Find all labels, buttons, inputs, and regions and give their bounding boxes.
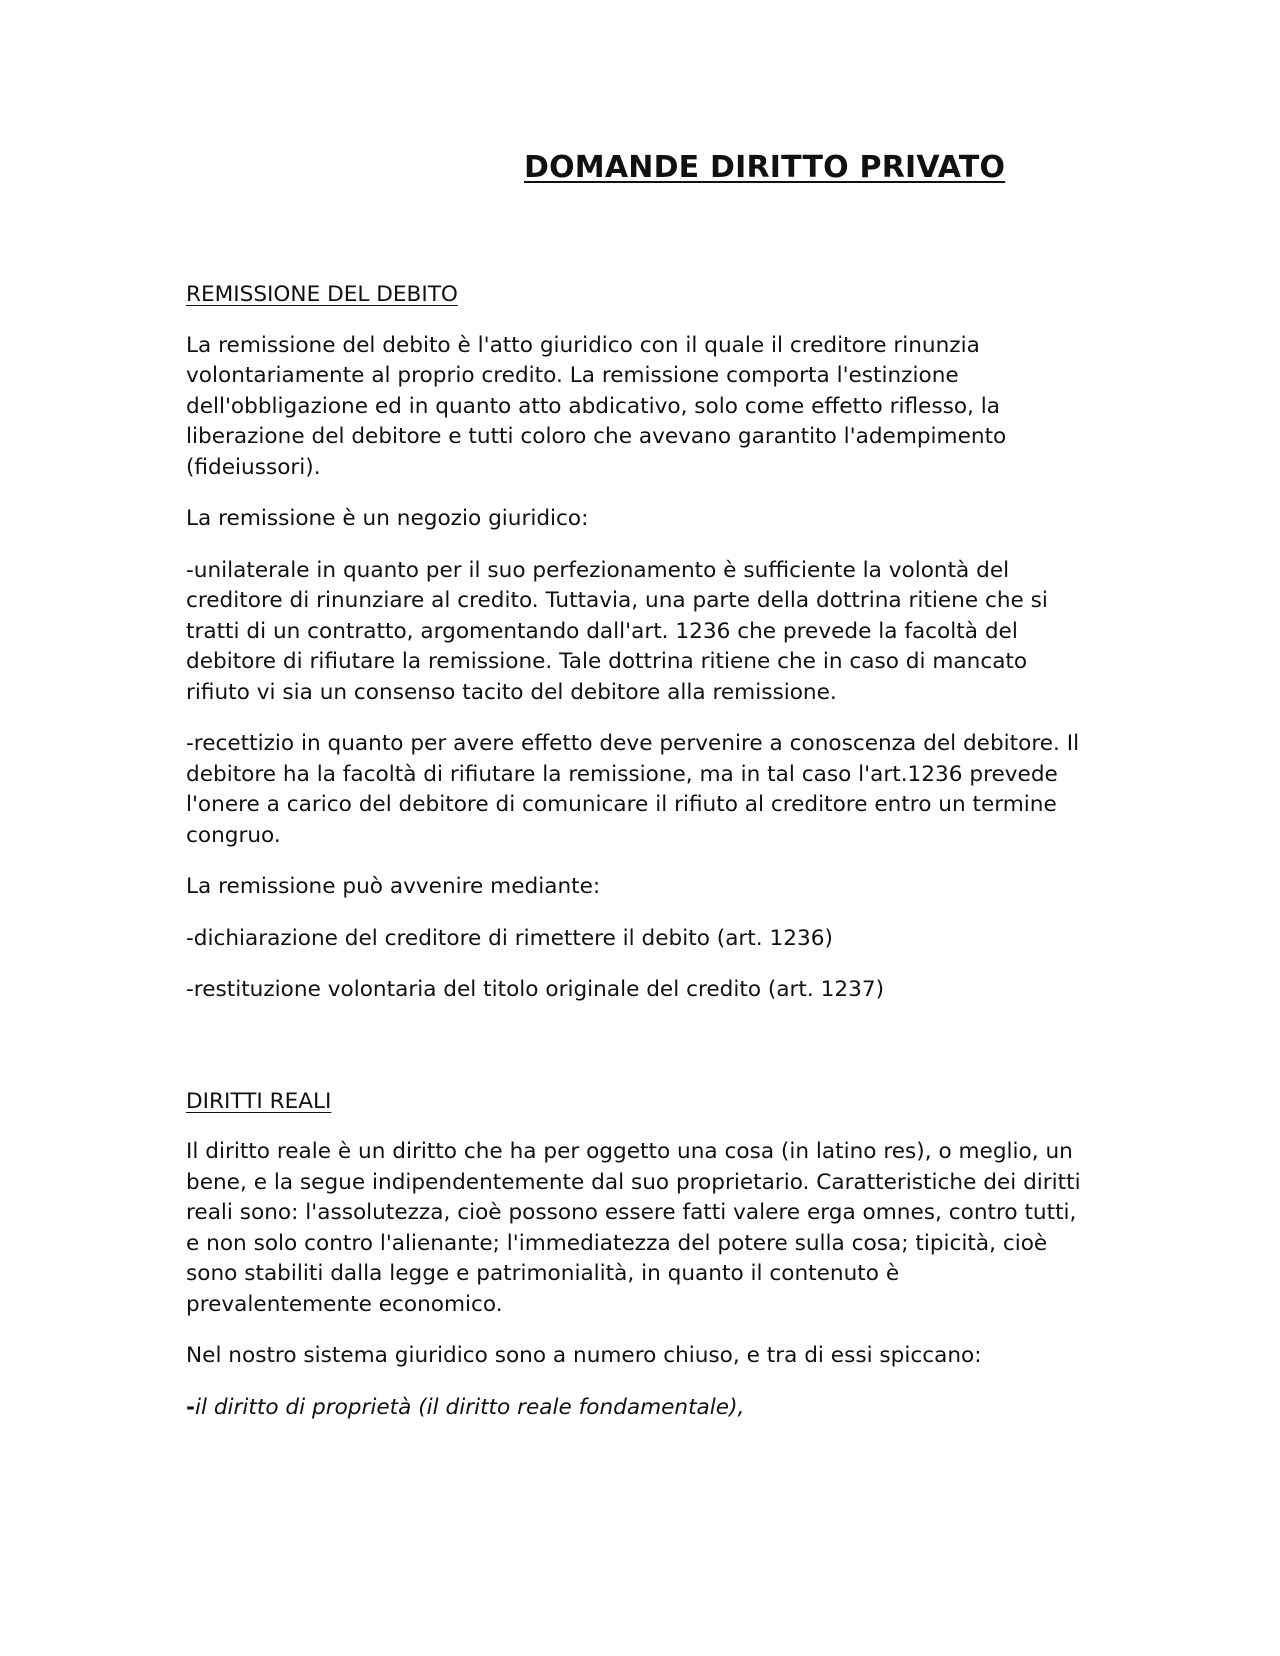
section-diritti-reali	[186, 1087, 1086, 1424]
paragraph: -dichiarazione del creditore di rimettere il debito (art. 1236)	[186, 925, 833, 951]
paragraph: -recettizio in quanto per avere effetto deve pervenire a conoscenza del debitore. Il debitore ha la facoltà di rifiutare la remissione, ma in tal caso l'art.1236 prevede l'onere a carico del debitore di comunicare il rifiuto al creditore entro un termine congruo.	[186, 731, 1080, 848]
document-body	[186, 280, 1086, 1444]
section-spacer	[186, 1027, 1086, 1087]
section-heading: REMISSIONE DEL DEBITO	[186, 282, 458, 307]
paragraph: -unilaterale in quanto per il suo perfezionamento è sufficiente la volontà del creditore di rinunziare al credito. Tuttavia, una parte della dottrina ritiene che si tratti di un contratto, argomentando dall'art. 1236 che prevede la facoltà del debitore di rifiutare la remissione. Tale dottrina ritiene che in caso di mancato rifiuto vi sia un consenso tacito del debitore alla remissione.	[186, 557, 1048, 705]
section-heading: DIRITTI REALI	[186, 1088, 332, 1114]
list-item	[186, 1393, 1086, 1424]
paragraph: La remissione può avvenire mediante:	[186, 874, 601, 899]
document-title: DOMANDE DIRITTO PRIVATO	[524, 150, 1006, 185]
list-dash: -	[186, 1394, 195, 1420]
paragraph: La remissione del debito è l'atto giuridico con il quale il creditore rinunzia volontariamente al proprio credito. La remissione comporta l'estinzione dell'obbligazione ed in quanto atto abdicativo, solo come effetto riflesso, la liberazione del debitore e tutti coloro che avevano garantito l'adempimento (fideiussori).	[186, 332, 1007, 480]
paragraph: Il diritto reale è un diritto che ha per oggetto una cosa (in latino res), o meglio, un bene, e la segue indipendentemente dal suo proprietario. Caratteristiche dei diritti reali sono: l'assolutezza, cioè possono essere fatti valere erga omnes, contro tutti, e non solo contro l'alienante; l'immediatezza del potere sulla cosa; tipicità, cioè sono stabiliti dalla legge e patrimonialità, in quanto il contenuto è prevalentemente economico.	[186, 1139, 1081, 1317]
list-item-text: il diritto di proprietà (il diritto reale fondamentale),	[194, 1394, 745, 1420]
paragraph: La remissione è un negozio giuridico:	[186, 506, 589, 531]
paragraph: -restituzione volontaria del titolo originale del credito (art. 1237)	[186, 977, 885, 1002]
paragraph: Nel nostro sistema giuridico sono a numero chiuso, e tra di essi spiccano:	[186, 1343, 982, 1368]
section-remissione-del-debito	[186, 280, 1086, 1006]
